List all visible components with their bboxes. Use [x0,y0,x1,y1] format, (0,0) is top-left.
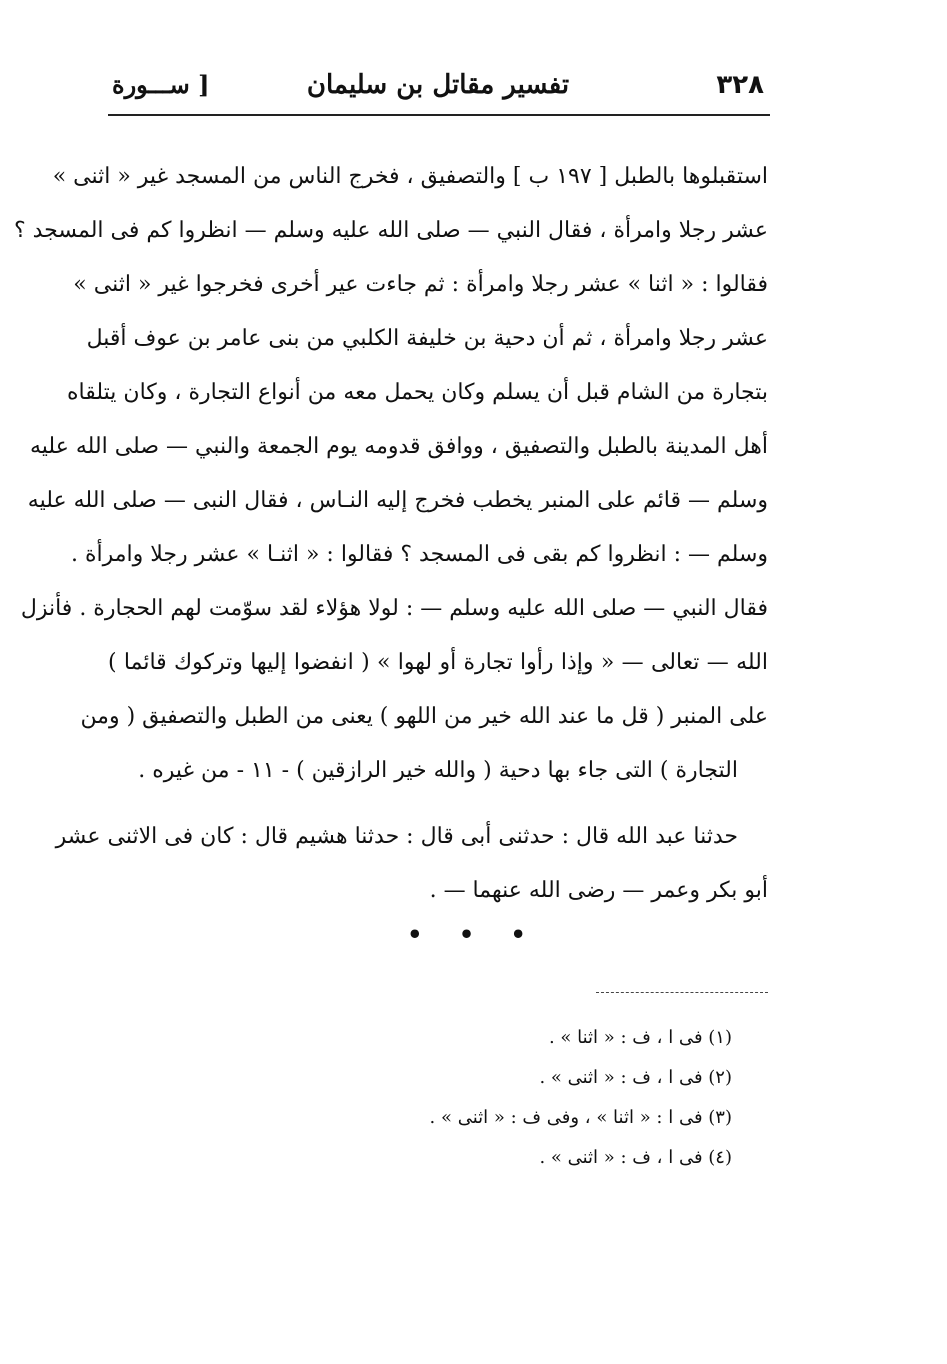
footnote: (١) فى ا ، ف : « اثنا » . [548,1027,732,1048]
body-line: عشر رجلا وامرأة ، فقال النبي — صلى الله عليه وسلم — انظروا كم فى المسجد ؟ [13,218,768,243]
body-line: التجارة ) التى جاء بها دحية ( والله خير الرازقين ) - ١١ - من غيره . [138,758,738,783]
footnote: (٣) فى ا : « اثنا » ، وفى ف : « اثنى » . [429,1107,732,1128]
body-line: وسلم — قائم على المنبر يخطب فخرج إليه النـاس ، فقال النبى — صلى الله عليه [27,488,768,513]
body-line: الله — تعالى — « وإذا رأوا تجارة أو لهوا » ( انفضوا إليها وتركوك قائما ) [108,650,768,675]
body-line: فقالوا : « اثنا » عشر رجلا وامرأة : ثم جاءت عير أخرى فخرجوا غير « اثنى » [73,272,768,297]
body-line: وسلم — : انظروا كم بقى فى المسجد ؟ فقالوا : « اثنـا » عشر رجلا وامرأة . [71,542,768,567]
surah-label: [ ســـورة [112,70,210,99]
body-line: أهل المدينة بالطبل والتصفيق ، ووافق قدومه يوم الجمعة والنبي — صلى الله عليه [29,434,768,459]
body-line: بتجارة من الشام قبل أن يسلم وكان يحمل معه من أنواع التجارة ، وكان يتلقاه [67,380,768,405]
body-line: عشر رجلا وامرأة ، ثم أن دحية بن خليفة الكلبي من بنى عامر بن عوف أقبل [86,326,768,351]
page-number: ٣٢٨ [716,70,764,100]
section-separator: • • • [407,920,540,949]
isnad-line: حدثنا عبد الله قال : حدثنى أبى قال : حدثنا هشيم قال : كان فى الاثنى عشر [55,824,738,849]
header-rule [108,114,770,116]
footnotes [300,1018,732,1178]
body-line: استقبلوها بالطبل [ ١٩٧ ب ] والتصفيق ، فخرج الناس من المسجد غير « اثنى » [52,164,768,189]
running-title: تفسير مقاتل بن سليمان [306,70,570,100]
body-line: على المنبر ( قل ما عند الله خير من اللهو ) يعنى من الطبل والتصفيق ( ومن [80,704,768,729]
footnote: (٤) فى ا ، ف : « اثنى » . [539,1147,732,1168]
footnote: (٢) فى ا ، ف : « اثنى » . [539,1067,732,1088]
isnad-line: أبو بكر وعمر — رضى الله عنهما — . [429,878,768,903]
page-header [108,66,768,110]
body-text [13,150,768,918]
footnote-rule [596,992,768,993]
body-line: فقال النبي — صلى الله عليه وسلم — : لولا هؤلاء لقد سوّمت لهم الحجارة . فأنزل [20,596,768,621]
